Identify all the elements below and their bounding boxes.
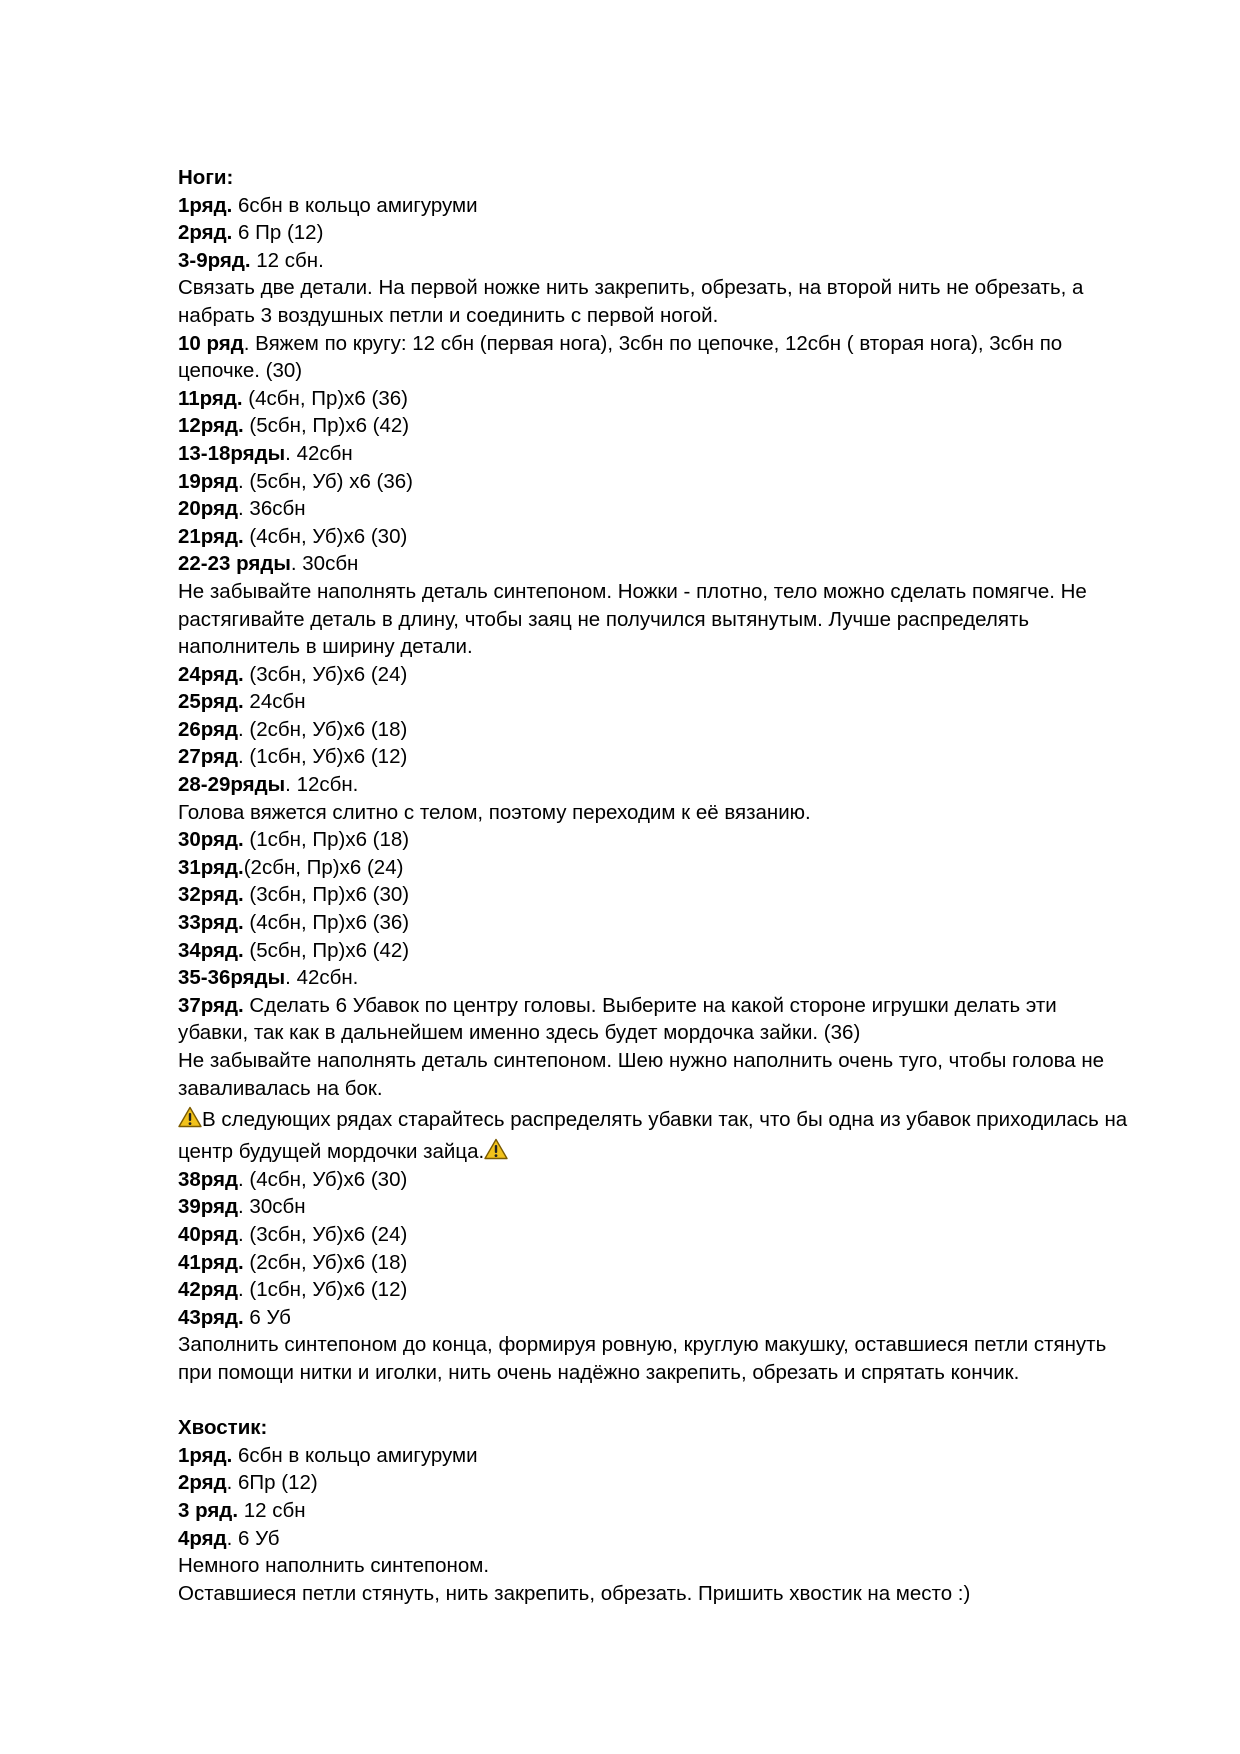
spacer xyxy=(178,1387,1178,1415)
row-text: . Вяжем по кругу: 12 сбн (первая нога), 3сбн по цепочке, 12сбн ( вторая нога), 3сбн по xyxy=(243,331,1063,355)
row-label: 3-9ряд. xyxy=(178,248,251,272)
row-label: 25ряд. xyxy=(178,690,244,714)
row-text: . (2сбн, Уб)х6 (18) xyxy=(238,717,408,741)
row-text: . 36сбн xyxy=(238,497,306,521)
row-37-continued: убавки, так как в дальнейшем именно здесь будет мордочка зайки. (36) xyxy=(178,1021,861,1045)
document-page xyxy=(178,164,1178,1607)
row-text: . 42сбн xyxy=(285,441,353,465)
section-heading-tail: Хвостик: xyxy=(178,1416,268,1440)
row-text: 24сбн xyxy=(243,690,306,714)
row-20 xyxy=(178,495,1178,523)
row-31 xyxy=(178,854,1178,882)
row-label: 37ряд. xyxy=(178,993,244,1017)
row-11 xyxy=(178,385,1178,413)
note-line: Голова вяжется слитно с телом, поэтому переходим к её вязанию. xyxy=(178,800,811,824)
row-text: (4сбн, Пр)х6 (36) xyxy=(242,386,408,410)
row-38 xyxy=(178,1166,1178,1194)
row-label: 1ряд. xyxy=(178,193,233,217)
row-label: 2ряд. xyxy=(178,221,233,245)
row-21 xyxy=(178,523,1178,551)
warning-icon xyxy=(484,1138,508,1160)
row-text: (2сбн, Пр)х6 (24) xyxy=(243,855,404,879)
row-43 xyxy=(178,1304,1178,1332)
row-label: 30ряд. xyxy=(178,828,244,852)
row-label: 2ряд xyxy=(178,1471,227,1495)
row-label: 41ряд. xyxy=(178,1250,244,1274)
row-text: 12 сбн. xyxy=(250,248,324,272)
row-text: (3сбн, Уб)х6 (24) xyxy=(243,662,408,686)
row-text: 12 сбн xyxy=(238,1498,306,1522)
note-line: заваливалась на бок. xyxy=(178,1076,383,1100)
row-text: 6сбн в кольцо амигуруми xyxy=(232,193,478,217)
row-label: 42ряд xyxy=(178,1278,239,1302)
row-text: . (1сбн, Уб)х6 (12) xyxy=(238,1278,408,1302)
row-text: . 6Пр (12) xyxy=(226,1471,318,1495)
note-line: при помощи нитки и иголки, нить очень надёжно закрепить, обрезать и спрятать кончик. xyxy=(178,1360,1020,1384)
row-35-36 xyxy=(178,964,1178,992)
tail-row-4 xyxy=(178,1525,1178,1553)
tail-row-1 xyxy=(178,1442,1178,1470)
row-12 xyxy=(178,412,1178,440)
row-label: 11ряд. xyxy=(178,386,243,410)
row-text: . 30сбн xyxy=(238,1195,306,1219)
row-text: Сделать 6 Убавок по центру головы. Выберите на какой стороне игрушки делать эти xyxy=(243,993,1057,1017)
row-text: . 42сбн. xyxy=(285,966,359,990)
row-33 xyxy=(178,909,1178,937)
row-text: (5сбн, Пр)х6 (42) xyxy=(243,938,410,962)
row-label: 22-23 ряды xyxy=(178,552,291,576)
row-text: . (3сбн, Уб)х6 (24) xyxy=(238,1222,408,1246)
row-text: . 30сбн xyxy=(290,552,359,576)
row-text: . (5сбн, Уб) х6 (36) xyxy=(238,469,413,493)
row-label: 3 ряд. xyxy=(178,1498,239,1522)
row-37 xyxy=(178,992,1178,1020)
row-label: 39ряд xyxy=(178,1195,239,1219)
row-10 xyxy=(178,330,1178,358)
row-27 xyxy=(178,743,1178,771)
row-text: (5сбн, Пр)х6 (42) xyxy=(243,414,410,438)
row-label: 35-36ряды xyxy=(178,966,286,990)
row-label: 33ряд. xyxy=(178,911,244,935)
note-line: наполнитель в ширину детали. xyxy=(178,635,473,659)
row-text: . (4сбн, Уб)х6 (30) xyxy=(238,1167,408,1191)
note-line: Не забывайте наполнять деталь синтепоном. Шею нужно наполнить очень туго, чтобы голова не xyxy=(178,1049,1105,1072)
row-text: (4сбн, Пр)х6 (36) xyxy=(243,911,410,935)
row-41 xyxy=(178,1249,1178,1277)
row-label: 38ряд xyxy=(178,1167,239,1191)
row-label: 31ряд. xyxy=(178,855,244,879)
row-label: 21ряд. xyxy=(178,524,244,548)
row-30 xyxy=(178,826,1178,854)
warning-text: центр будущей мордочки зайца. xyxy=(178,1140,485,1164)
row-25 xyxy=(178,688,1178,716)
note-line: Связать две детали. На первой ножке нить закрепить, обрезать, на второй нить не обрезать, а xyxy=(178,276,1084,300)
row-32 xyxy=(178,881,1178,909)
warning-icon xyxy=(178,1106,202,1128)
row-label: 34ряд. xyxy=(178,938,244,962)
row-text: (4сбн, Уб)х6 (30) xyxy=(243,524,408,548)
note-line: Немного наполнить синтепоном. xyxy=(178,1554,490,1578)
note-line: Заполнить синтепоном до конца, формируя ровную, круглую макушку, оставшиеся петли стянуть xyxy=(178,1333,1107,1357)
row-10-continued: цепочке. (30) xyxy=(178,359,303,383)
row-label: 10 ряд xyxy=(178,331,244,355)
row-text: 6сбн в кольцо амигуруми xyxy=(232,1443,478,1467)
row-label: 27ряд xyxy=(178,745,239,769)
warning-note-line-2 xyxy=(178,1138,1178,1166)
row-42 xyxy=(178,1276,1178,1304)
row-label: 4ряд xyxy=(178,1526,227,1550)
row-34 xyxy=(178,937,1178,965)
note-line: набрать 3 воздушных петли и соединить с первой ногой. xyxy=(178,303,719,327)
row-label: 26ряд xyxy=(178,717,239,741)
row-1 xyxy=(178,192,1178,220)
row-19 xyxy=(178,468,1178,496)
row-text: (2сбн, Уб)х6 (18) xyxy=(243,1250,408,1274)
tail-row-2 xyxy=(178,1469,1178,1497)
row-text: 6 Пр (12) xyxy=(232,221,324,245)
row-2 xyxy=(178,219,1178,247)
row-text: . 6 Уб xyxy=(226,1526,280,1550)
row-text: (3сбн, Пр)х6 (30) xyxy=(243,883,410,907)
warning-text: В следующих рядах старайтесь распределять убавки так, что бы одна из убавок приходилась на xyxy=(202,1108,1128,1132)
row-label: 1ряд. xyxy=(178,1443,233,1467)
row-text: (1сбн, Пр)х6 (18) xyxy=(243,828,410,852)
tail-row-3 xyxy=(178,1497,1178,1525)
row-text: . (1сбн, Уб)х6 (12) xyxy=(238,745,408,769)
row-text: . 12сбн. xyxy=(285,773,359,797)
row-label: 24ряд. xyxy=(178,662,244,686)
row-24 xyxy=(178,661,1178,689)
section-heading-legs: Ноги: xyxy=(178,166,234,189)
warning-note-line-1 xyxy=(178,1102,1178,1138)
row-26 xyxy=(178,716,1178,744)
note-line: Не забывайте наполнять деталь синтепоном. Ножки - плотно, тело можно сделать помягче. Не xyxy=(178,579,1087,603)
row-label: 43ряд. xyxy=(178,1305,244,1329)
row-text: 6 Уб xyxy=(243,1305,291,1329)
row-label: 19ряд xyxy=(178,469,239,493)
row-22-23 xyxy=(178,550,1178,578)
row-label: 20ряд xyxy=(178,497,239,521)
row-label: 28-29ряды xyxy=(178,773,286,797)
row-28-29 xyxy=(178,771,1178,799)
note-line: растягивайте деталь в длину, чтобы заяц не получился вытянутым. Лучше распределять xyxy=(178,607,1030,631)
row-3-9 xyxy=(178,247,1178,275)
row-13-18 xyxy=(178,440,1178,468)
row-label: 40ряд xyxy=(178,1222,239,1246)
row-label: 32ряд. xyxy=(178,883,244,907)
row-39 xyxy=(178,1193,1178,1221)
note-line: Оставшиеся петли стянуть, нить закрепить, обрезать. Пришить хвостик на место :) xyxy=(178,1581,971,1605)
row-40 xyxy=(178,1221,1178,1249)
row-label: 12ряд. xyxy=(178,414,244,438)
row-label: 13-18ряды xyxy=(178,441,286,465)
